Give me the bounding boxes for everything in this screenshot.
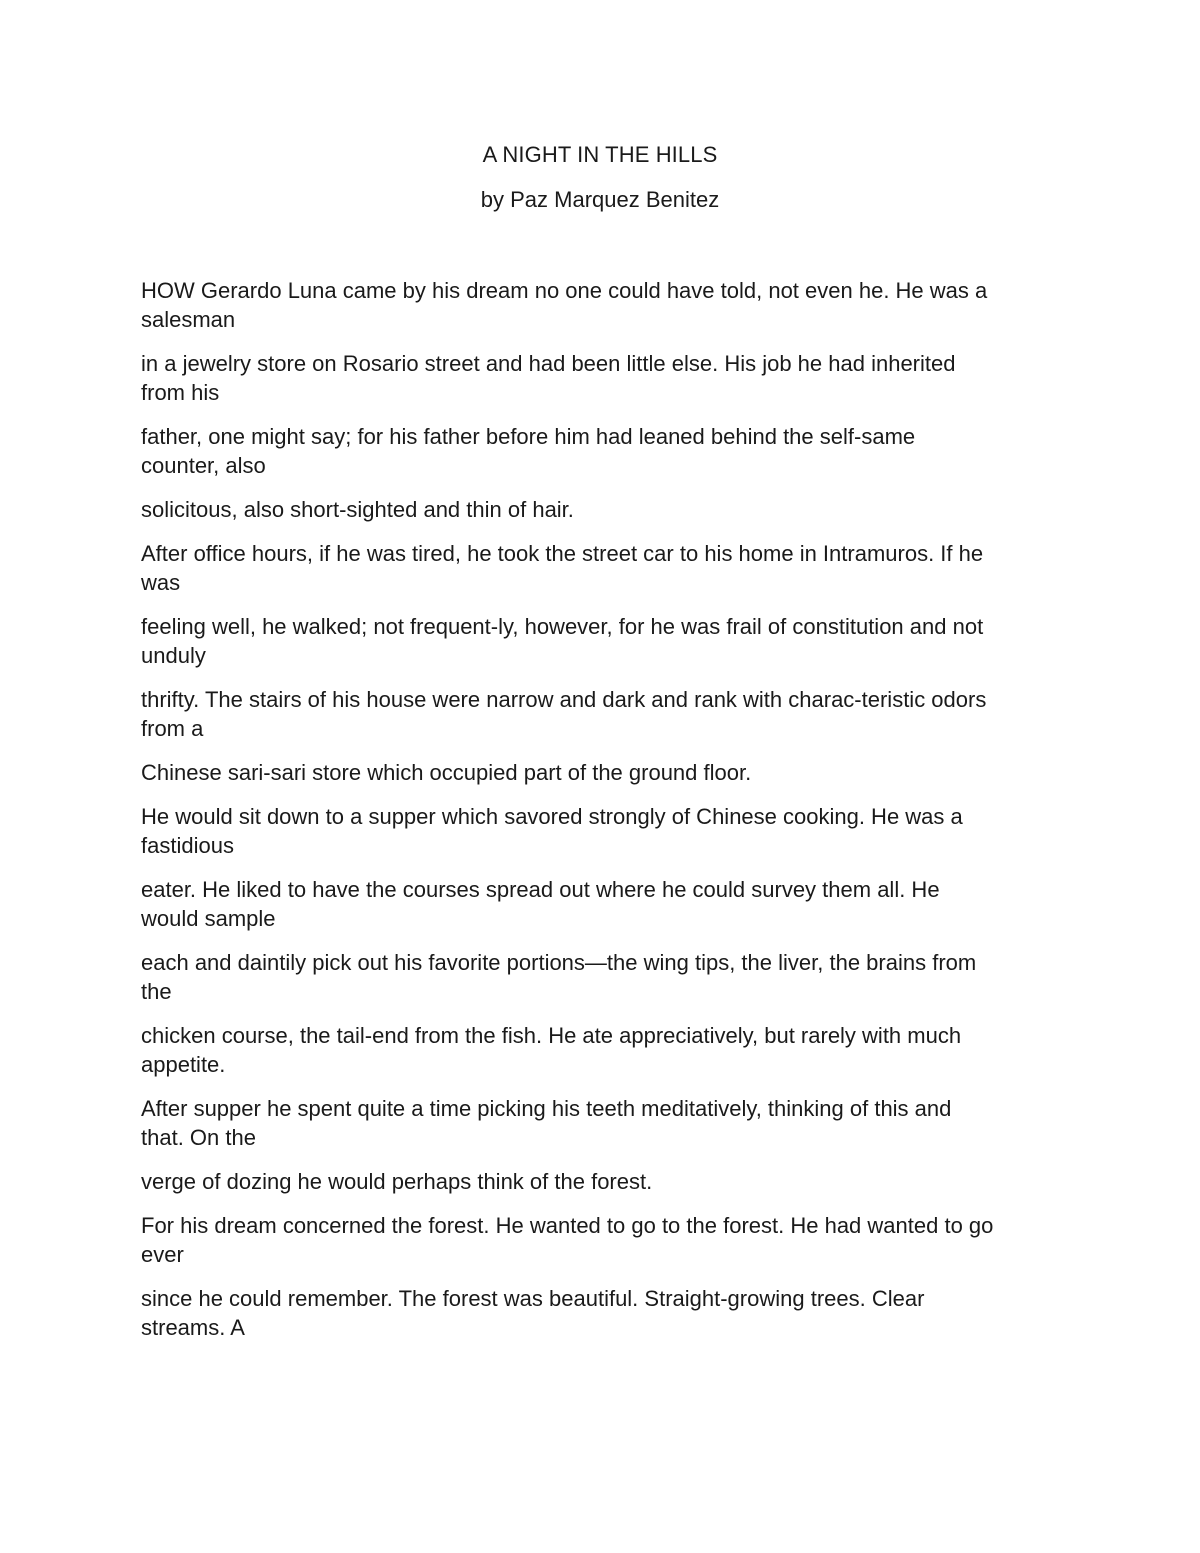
paragraph: He would sit down to a supper which savored strongly of Chinese cooking. He was a fastidious — [141, 804, 963, 858]
paragraph: eater. He liked to have the courses spread out where he could survey them all. He would sample — [141, 877, 940, 931]
paragraph: HOW Gerardo Luna came by his dream no one could have told, not even he. He was a salesman — [141, 278, 988, 332]
paragraph: verge of dozing he would perhaps think of the forest. — [141, 1169, 653, 1194]
paragraph: father, one might say; for his father before him had leaned behind the self-same counter, also — [141, 424, 916, 478]
paragraph: each and daintily pick out his favorite portions—the wing tips, the liver, the brains from the — [141, 950, 977, 1004]
paragraph: feeling well, he walked; not frequent-ly, however, for he was frail of constitution and not unduly — [141, 614, 984, 668]
document-title: A NIGHT IN THE HILLS — [482, 142, 718, 167]
paragraph: in a jewelry store on Rosario street and had been little else. His job he had inherited from his — [141, 351, 956, 405]
paragraph: For his dream concerned the forest. He wanted to go to the forest. He had wanted to go ever — [141, 1213, 994, 1267]
document-body — [141, 276, 1061, 1357]
paragraph: Chinese sari-sari store which occupied part of the ground floor. — [141, 760, 752, 785]
document-author: by Paz Marquez Benitez — [480, 187, 720, 212]
paragraph: chicken course, the tail-end from the fish. He ate appreciatively, but rarely with much appetite. — [141, 1023, 962, 1077]
paragraph: After supper he spent quite a time picking his teeth meditatively, thinking of this and that. On the — [141, 1096, 952, 1150]
paragraph: thrifty. The stairs of his house were narrow and dark and rank with charac-teristic odors from a — [141, 687, 987, 741]
paragraph: After office hours, if he was tired, he took the street car to his home in Intramuros. If he was — [141, 541, 984, 595]
paragraph: since he could remember. The forest was beautiful. Straight-growing trees. Clear streams. A — [141, 1286, 925, 1340]
paragraph: solicitous, also short-sighted and thin of hair. — [141, 497, 574, 522]
